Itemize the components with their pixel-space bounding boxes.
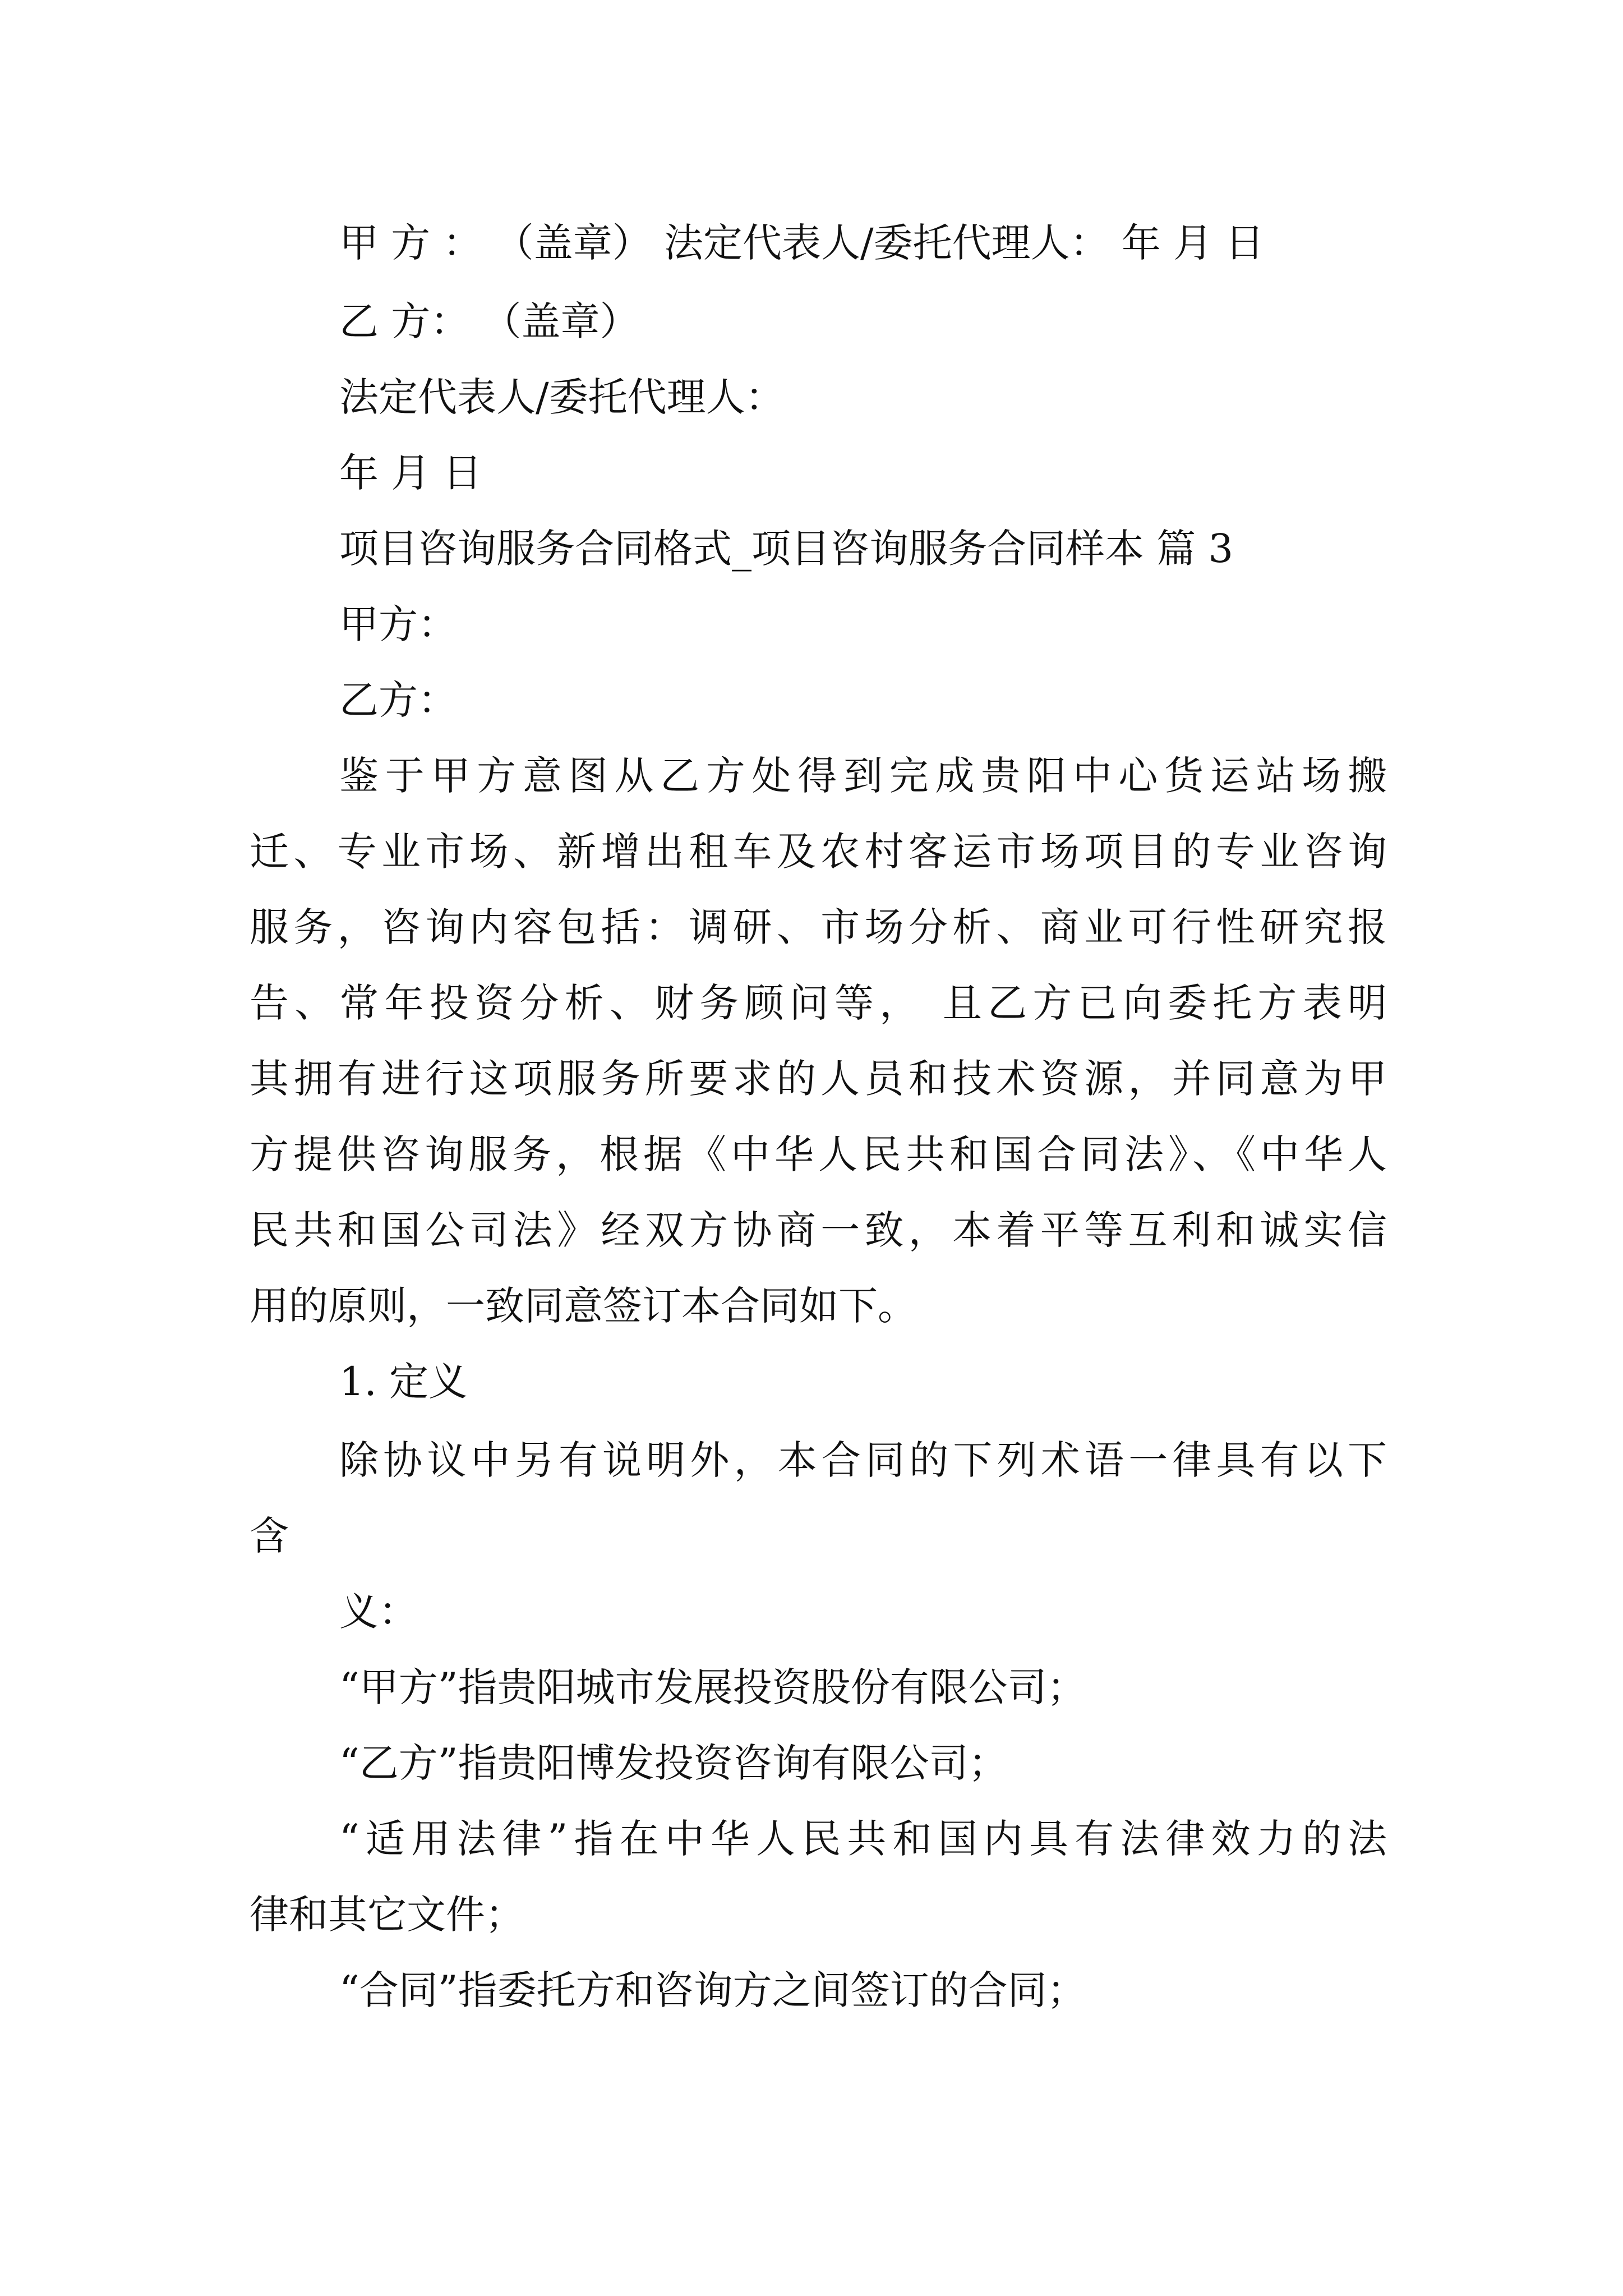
party-a-label: 甲方： (339, 601, 457, 647)
definitions-heading: 1. 定义 (339, 1359, 468, 1405)
representative-line: 法定代表人/委托代理人： (339, 374, 785, 420)
party-b-signature-line: 乙 方： （盖章） (339, 298, 639, 344)
definition-applicable-law-line-1: “适用法律”指在中华人民共和国内具有法律效力的法 (339, 1816, 1388, 1862)
definition-party-a: “甲方”指贵阳城市发展投资股份有限公司； (339, 1664, 1086, 1710)
date-line: 年 月 日 (339, 450, 482, 496)
definitions-intro-line-2: 含 (250, 1513, 289, 1559)
party-b-label: 乙方： (339, 677, 457, 723)
definitions-intro-line-1: 除协议中另有说明外，本合同的下列术语一律具有以下 (339, 1437, 1388, 1483)
preamble-line-4: 告、常年投资分析、财务顾问等， 且乙方已向委托方表明 (250, 980, 1388, 1026)
preamble-line-1: 鉴于甲方意图从乙方处得到完成贵阳中心货运站场搬 (339, 753, 1388, 799)
party-a-signature-line: 甲 方 ： （盖章） 法定代表人/委托代理人： 年 月 日 (339, 220, 1265, 266)
preamble-line-8: 用的原则，一致同意签订本合同如下。 (250, 1283, 917, 1329)
preamble-line-6: 方提供咨询服务，根据《中华人民共和国合同法》、《中华人 (250, 1131, 1388, 1177)
definition-party-b: “乙方”指贵阳博发投资咨询有限公司； (339, 1740, 1008, 1786)
preamble-line-2: 迁、专业市场、新增出租车及农村客运市场项目的专业咨询 (250, 829, 1388, 875)
definition-applicable-law-line-2: 律和其它文件； (250, 1892, 524, 1938)
preamble-line-3: 服务，咨询内容包括：调研、市场分析、商业可行性研究报 (250, 904, 1388, 950)
preamble-line-7: 民共和国公司法》经双方协商一致，本着平等互利和诚实信 (250, 1207, 1388, 1253)
preamble-line-5: 其拥有进行这项服务所要求的人员和技术资源，并同意为甲 (250, 1056, 1388, 1102)
section-heading: 项目咨询服务合同格式_项目咨询服务合同样本 篇 3 (339, 526, 1234, 572)
definition-contract: “合同”指委托方和咨询方之间签订的合同； (339, 1967, 1086, 2013)
definitions-intro-line-3: 义： (339, 1589, 418, 1635)
